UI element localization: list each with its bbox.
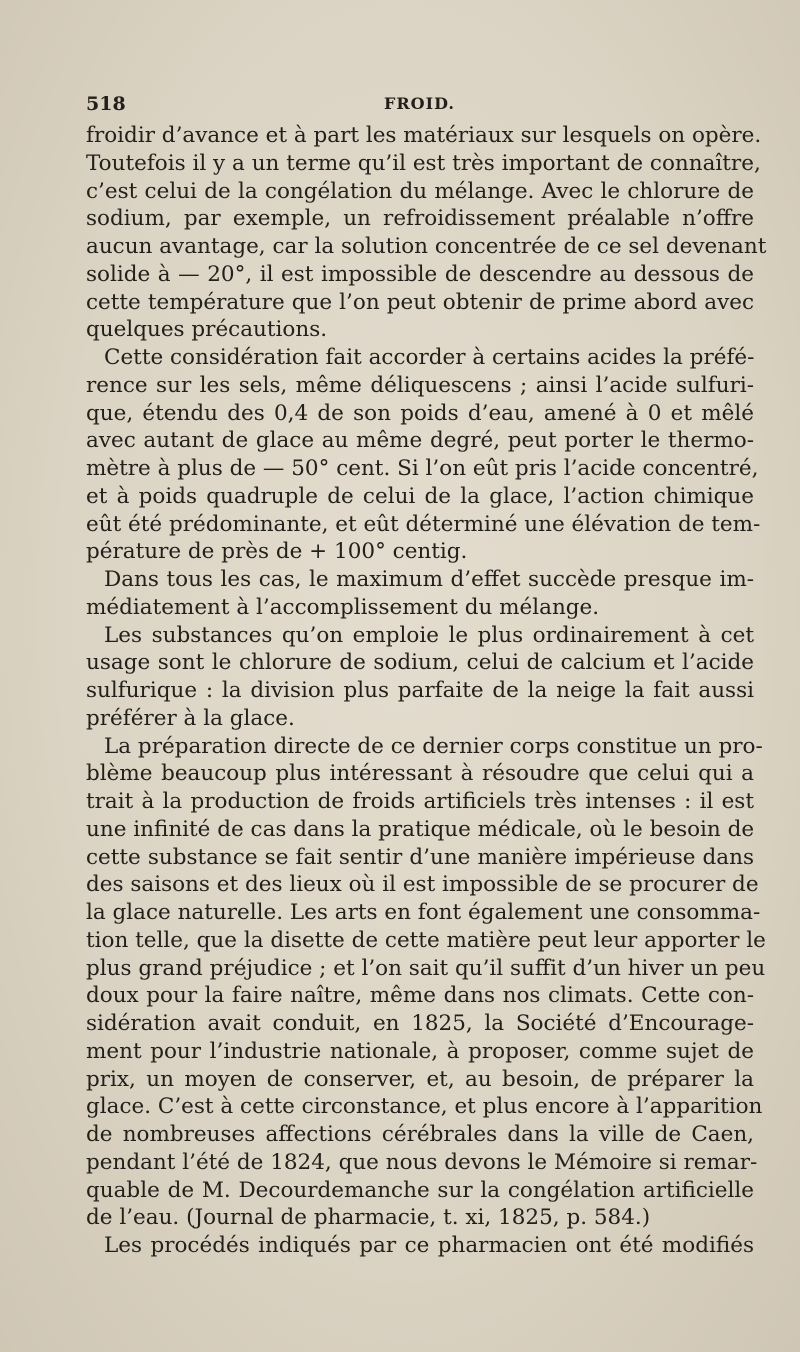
text-line: froidir d’avance et à part les matériaux sur lesquels on opère. xyxy=(86,123,762,148)
text-line: cette substance se fait sentir d’une manière impérieuse dans xyxy=(86,844,754,870)
text-line: Toutefois il y a un terme qu’il est très important de connaître, xyxy=(86,150,761,176)
text-line: de l’eau. (Journal de pharmacie, t. xi, 1825, p. 584.) xyxy=(86,1205,651,1231)
text-line: blème beaucoup plus intéressant à résoudre que celui qui a xyxy=(86,761,754,787)
text-line: et à poids quadruple de celui de la glace, l’action chimique xyxy=(86,483,754,509)
text-line: préférer à la glace. xyxy=(86,705,295,731)
text-line: rence sur les sels, même déliquescens ; ainsi l’acide sulfuri- xyxy=(86,372,754,398)
text-line: une infinité de cas dans la pratique médicale, où le besoin de xyxy=(86,816,755,842)
text-line: doux pour la faire naître, même dans nos climats. Cette con- xyxy=(86,983,754,1009)
text-line: aucun avantage, car la solution concentrée de ce sel devenant xyxy=(86,234,767,259)
text-line: prix, un moyen de conserver, et, au besoin, de préparer la xyxy=(86,1066,754,1092)
paragraph-start: La préparation directe de ce dernier corps constitue un pro- xyxy=(104,733,763,759)
body-text xyxy=(86,122,767,1260)
text-line: pendant l’été de 1824, que nous devons le Mémoire si remar- xyxy=(86,1149,758,1175)
text-line: que, étendu des 0,4 de son poids d’eau, amené à 0 et mêlé xyxy=(86,400,754,426)
text-line: pérature de près de + 100° centig. xyxy=(86,539,468,565)
text-line: quable de M. Decourdemanche sur la congélation artificielle xyxy=(86,1177,754,1203)
text-line: avec autant de glace au même degré, peut porter le thermo- xyxy=(86,428,754,454)
text-line: solide à — 20°, il est impossible de descendre au dessous de xyxy=(86,261,754,287)
text-line: sulfurique : la division plus parfaite de la neige la fait aussi xyxy=(86,678,754,703)
text-line: sidération avait conduit, en 1825, la Société d’Encourage- xyxy=(86,1011,754,1036)
paragraph-start: Dans tous les cas, le maximum d’effet succède presque im- xyxy=(104,567,754,592)
text-line: quelques précautions. xyxy=(86,317,328,343)
text-line: la glace naturelle. Les arts en font également une consomma- xyxy=(86,900,761,925)
paragraph-start: Cette considération fait accorder à certains acides la préfé- xyxy=(104,345,755,370)
text-line: des saisons et des lieux où il est impossible de se procurer de xyxy=(86,872,759,898)
page-number: 518 xyxy=(86,93,126,115)
text-line: trait à la production de froids artificiels très intenses : il est xyxy=(86,789,754,814)
text-line: sodium, par exemple, un refroidissement préalable n’offre xyxy=(86,206,754,232)
text-line: usage sont le chlorure de sodium, celui de calcium et l’acide xyxy=(86,650,754,676)
text-line: ment pour l’industrie nationale, à proposer, comme sujet de xyxy=(86,1038,754,1064)
text-line: de nombreuses affections cérébrales dans la ville de Caen, xyxy=(86,1122,754,1147)
text-line: médiatement à l’accomplissement du mélange. xyxy=(86,594,600,620)
text-line: plus grand préjudice ; et l’on sait qu’il suffit d’un hiver un peu xyxy=(86,955,766,981)
paragraph-start: Les substances qu’on emploie le plus ordinairement à cet xyxy=(104,622,754,648)
text-line: c’est celui de la congélation du mélange. Avec le chlorure de xyxy=(86,178,754,204)
running-title: FROID. xyxy=(384,94,455,113)
text-line: tion telle, que la disette de cette matière peut leur apporter le xyxy=(86,927,766,953)
text-line: cette température que l’on peut obtenir de prime abord avec xyxy=(86,289,754,315)
text-line: glace. C’est à cette circonstance, et plus encore à l’apparition xyxy=(86,1094,763,1120)
text-line: mètre à plus de — 50° cent. Si l’on eût pris l’acide concentré, xyxy=(86,456,759,481)
paragraph-start: Les procédés indiqués par ce pharmacien ont été modifiés xyxy=(104,1233,754,1258)
running-head xyxy=(86,90,736,118)
text-line: eût été prédominante, et eût déterminé une élévation de tem- xyxy=(86,511,761,537)
